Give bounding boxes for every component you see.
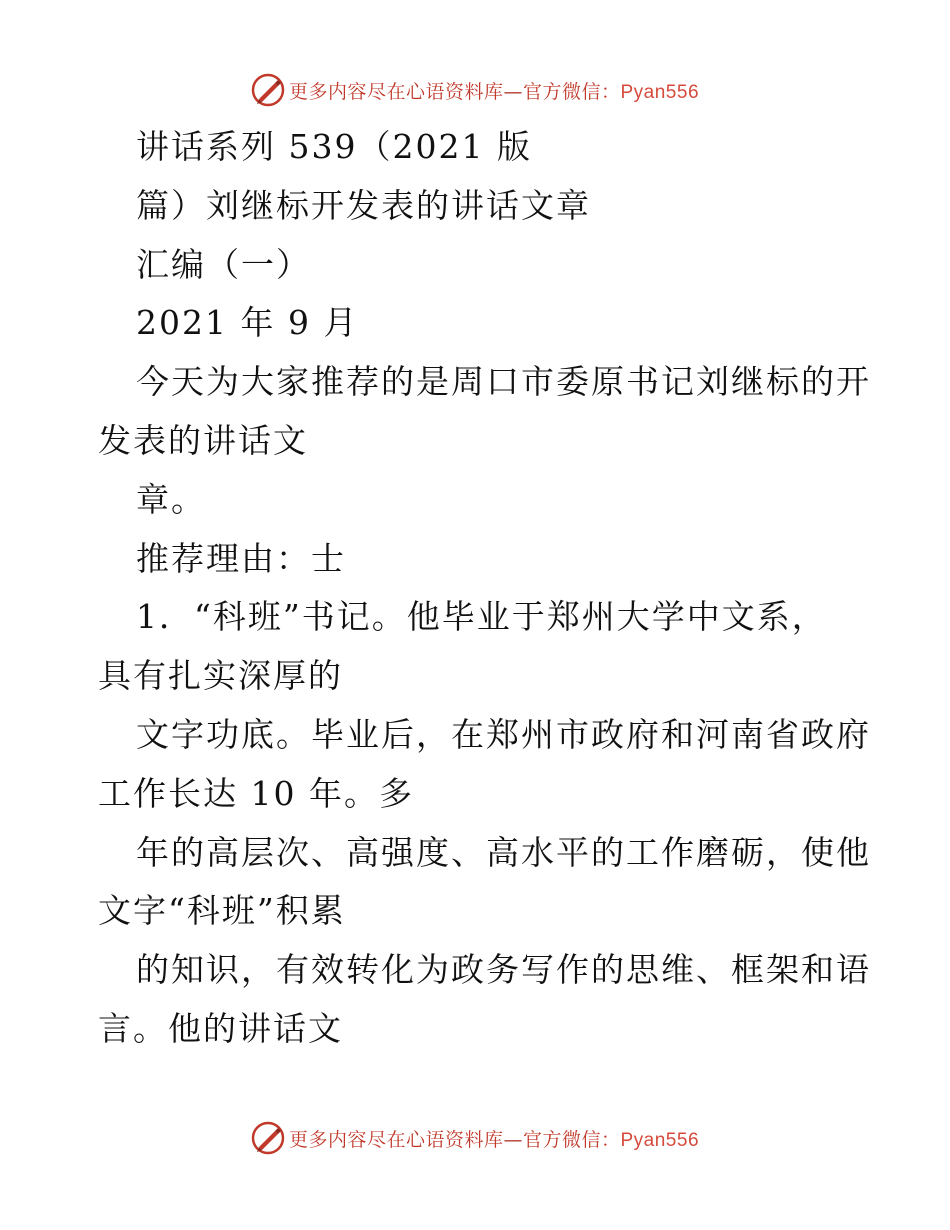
banner-separator: — [503, 80, 523, 103]
text-line: 工作长达 10 年。多 [98, 773, 414, 813]
banner-wechat-id: Pyan556 [620, 81, 700, 103]
text-line: 发表的讲话文 [98, 420, 308, 460]
banner-main-text: 更多内容尽在心语资料库 [288, 80, 504, 103]
banner-official-label: 官方微信： [522, 1128, 621, 1151]
text-line: 汇编（一） [136, 244, 311, 284]
pen-logo-icon [251, 73, 285, 107]
text-line: 今天为大家推荐的是周口市委原书记刘继标的开 [136, 362, 871, 402]
pen-logo-icon [251, 1121, 285, 1155]
document-body [98, 118, 871, 1059]
text-line: 言。他的讲话文 [98, 1008, 343, 1048]
text-line: 2021 年 9 月 [136, 303, 359, 343]
text-line: 具有扎实深厚的 [98, 656, 343, 696]
text-line: 文字“科班”积累 [98, 891, 346, 931]
text-line: 1．“科班”书记。他毕业于郑州大学中文系， [136, 597, 827, 637]
text-line: 年的高层次、高强度、高水平的工作磨砺，使他 [136, 832, 871, 872]
text-line: 篇）刘继标开发表的讲话文章 [136, 185, 591, 225]
banner-wechat-id: Pyan556 [620, 1129, 700, 1151]
text-line: 的知识，有效转化为政务写作的思维、框架和语 [136, 950, 871, 990]
text-line: 章。 [136, 479, 206, 519]
footer-banner [0, 1118, 950, 1158]
text-line: 文字功底。毕业后，在郑州市政府和河南省政府 [136, 714, 871, 754]
text-line: 讲话系列 539（2021 版 [136, 127, 532, 166]
text-line: 推荐理由：士 [136, 538, 346, 578]
header-banner [0, 70, 950, 110]
banner-separator: — [503, 1128, 523, 1151]
banner-main-text: 更多内容尽在心语资料库 [288, 1128, 504, 1151]
banner-official-label: 官方微信： [522, 80, 621, 103]
